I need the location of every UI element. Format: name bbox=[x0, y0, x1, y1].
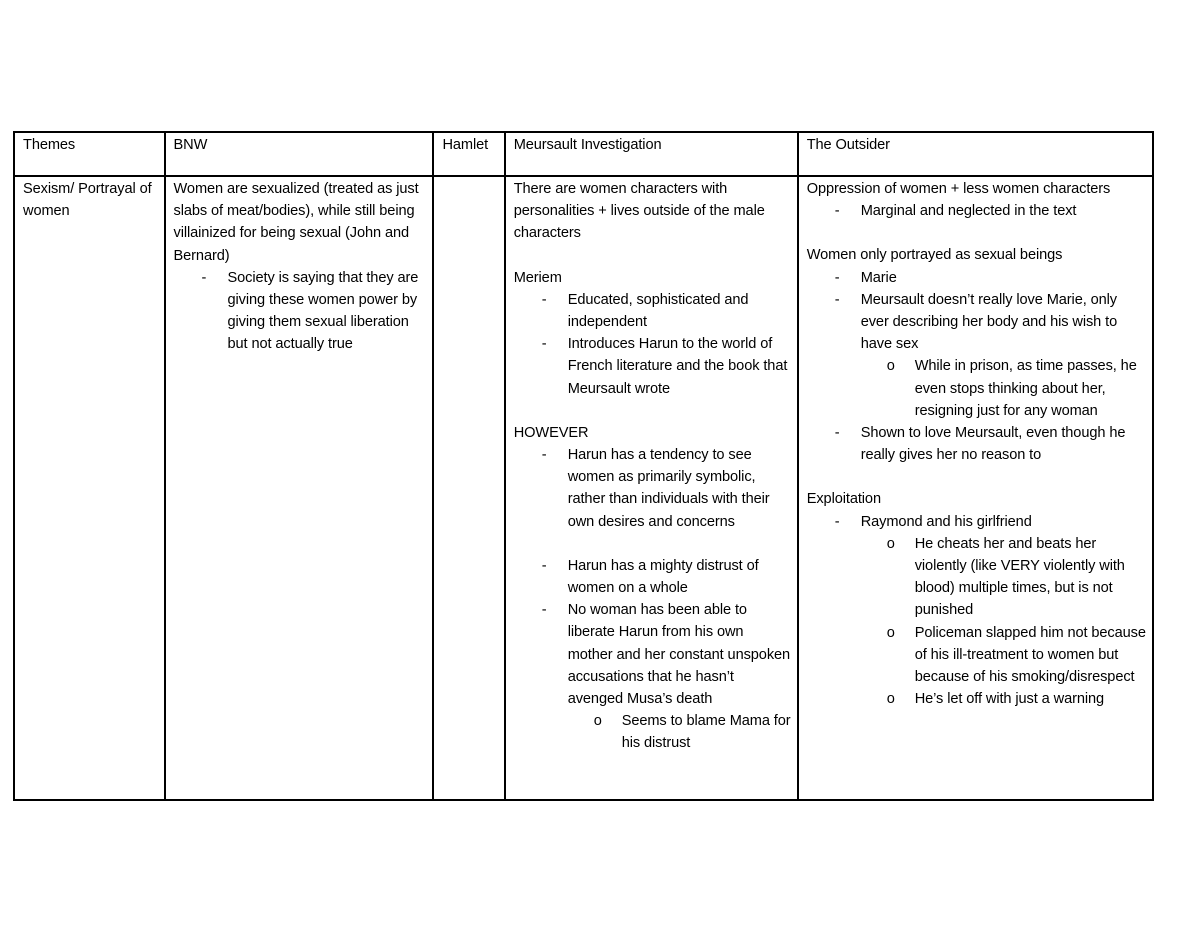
bnw-intro: Women are sexualized (treated as just slabs of meat/bodies), while still being villainized for being sexual (John and Bernard) bbox=[173, 181, 419, 264]
themes-table bbox=[13, 131, 1154, 801]
circle-bullet: o bbox=[593, 713, 602, 730]
dash-bullet: - bbox=[834, 269, 840, 286]
bullet-text: Harun has a tendency to see women as primarily symbolic, rather than individuals with their own desires and concerns bbox=[567, 447, 770, 530]
theme-cell: Sexism/ Portrayal of women bbox=[14, 176, 165, 800]
bullet-text: Society is saying that they are giving these women power by giving them sexual liberation but not actually true bbox=[227, 269, 419, 353]
distrust-bullet-list bbox=[514, 555, 791, 755]
circle-bullet: o bbox=[886, 535, 895, 552]
list-item bbox=[861, 622, 1146, 689]
header-hamlet: Hamlet bbox=[433, 132, 504, 176]
bullet-text: Meursault doesn’t really love Marie, only ever describing her body and his wish to have sex bbox=[860, 291, 1118, 353]
meursault-cell bbox=[505, 176, 798, 800]
list-item bbox=[514, 333, 791, 400]
list-item bbox=[807, 511, 1146, 711]
circle-bullet: o bbox=[886, 691, 895, 708]
list-item bbox=[514, 555, 791, 599]
sexism-row bbox=[14, 176, 1153, 800]
dash-bullet: - bbox=[201, 269, 207, 286]
dash-bullet: - bbox=[541, 336, 547, 353]
outsider-cell bbox=[798, 176, 1153, 800]
bnw-cell bbox=[165, 176, 434, 800]
dash-bullet: - bbox=[541, 602, 547, 619]
dash-bullet: - bbox=[541, 557, 547, 574]
dash-bullet: - bbox=[541, 291, 547, 308]
header-outsider: The Outsider bbox=[798, 132, 1153, 176]
sexual-bullet-list bbox=[807, 267, 1146, 467]
list-item bbox=[174, 267, 427, 356]
sexual-heading: Women only portrayed as sexual beings bbox=[806, 247, 1063, 264]
bullet-text: Marie bbox=[860, 269, 897, 286]
bullet-text: Seems to blame Mama for his distrust bbox=[621, 713, 791, 752]
list-item bbox=[807, 289, 1146, 422]
bullet-text: No woman has been able to liberate Harun from his own mother and her constant unspoken accusations that he hasn’t avenged Musa’s death bbox=[567, 602, 791, 708]
however-heading: HOWEVER bbox=[513, 424, 589, 441]
list-item bbox=[568, 710, 791, 754]
outsider-intro-list bbox=[807, 200, 1146, 222]
header-meursault: Meursault Investigation bbox=[505, 132, 798, 176]
list-item bbox=[861, 533, 1146, 622]
bullet-text: Marginal and neglected in the text bbox=[860, 203, 1077, 220]
meursault-intro: There are women characters with personalities + lives outside of the male characters bbox=[513, 181, 765, 242]
header-bnw: BNW bbox=[165, 132, 434, 176]
list-item bbox=[807, 200, 1146, 222]
bullet-text: He cheats her and beats her violently (like VERY violently with blood) multiple times, but is not punished bbox=[914, 535, 1125, 619]
list-item bbox=[807, 422, 1146, 466]
dash-bullet: - bbox=[834, 291, 840, 308]
list-item bbox=[514, 444, 791, 533]
dash-bullet: - bbox=[834, 513, 840, 530]
list-item bbox=[861, 355, 1146, 422]
sub-bullet-list bbox=[861, 533, 1146, 711]
bullet-text: While in prison, as time passes, he even stops thinking about her, resigning just for any woman bbox=[914, 358, 1137, 419]
list-item bbox=[861, 688, 1146, 710]
outsider-intro: Oppression of women + less women characters bbox=[806, 181, 1111, 197]
bullet-text: Educated, sophisticated and independent bbox=[567, 291, 749, 331]
header-row bbox=[14, 132, 1153, 176]
exploitation-heading: Exploitation bbox=[806, 491, 881, 508]
dash-bullet: - bbox=[541, 447, 547, 464]
bullet-text: Raymond and his girlfriend bbox=[860, 513, 1032, 530]
bnw-bullet-list bbox=[174, 267, 427, 356]
meriem-bullet-list bbox=[514, 289, 791, 400]
list-item bbox=[807, 267, 1146, 289]
bullet-text: Policeman slapped him not because of his ill-treatment to women but because of his smoking/disrespect bbox=[914, 624, 1146, 686]
sub-bullet-list bbox=[861, 355, 1146, 422]
hamlet-cell bbox=[433, 176, 504, 800]
however-bullet-list bbox=[514, 444, 791, 533]
meriem-heading: Meriem bbox=[513, 269, 562, 286]
dash-bullet: - bbox=[834, 425, 840, 442]
sub-bullet-list bbox=[568, 710, 791, 754]
exploitation-bullet-list bbox=[807, 511, 1146, 711]
bullet-text: Introduces Harun to the world of French literature and the book that Meursault wrote bbox=[567, 336, 788, 397]
bullet-text: Shown to love Meursault, even though he really gives her no reason to bbox=[860, 425, 1126, 464]
list-item bbox=[514, 599, 791, 754]
circle-bullet: o bbox=[886, 624, 895, 641]
bullet-text: Harun has a mighty distrust of women on a whole bbox=[567, 557, 759, 597]
list-item bbox=[514, 289, 791, 333]
header-themes: Themes bbox=[14, 132, 165, 176]
dash-bullet: - bbox=[834, 203, 840, 220]
circle-bullet: o bbox=[886, 358, 895, 375]
bullet-text: He’s let off with just a warning bbox=[914, 691, 1105, 708]
